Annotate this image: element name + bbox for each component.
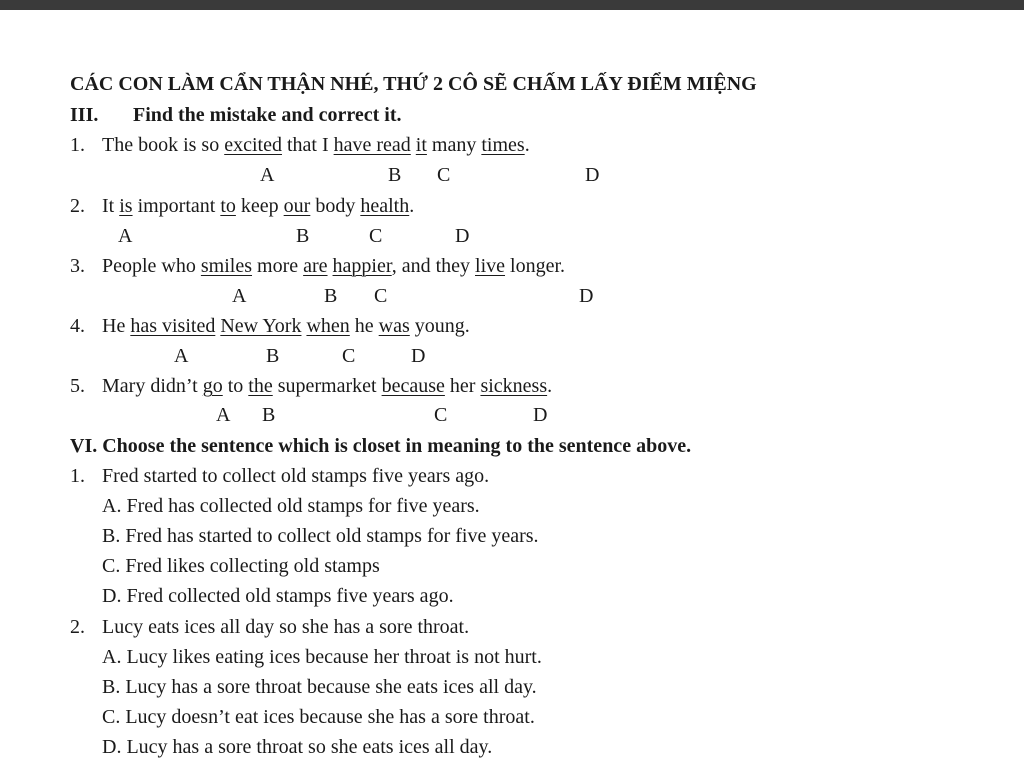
q3-4-letter-c: C [342, 345, 356, 367]
q3-2-letter-d: D [455, 225, 470, 247]
underlined-part-a: is [119, 195, 133, 217]
underlined-part-c: because [381, 375, 445, 397]
q3-1-letter-a: A [260, 164, 275, 186]
window-top-bar [0, 0, 1024, 10]
q6-2-stem: Lucy eats ices all day so she has a sore throat. [102, 616, 470, 638]
q3-4-letter-b: B [266, 345, 280, 367]
section-3-title: Find the mistake and correct it. [133, 104, 402, 126]
q6-2-number: 2. [70, 616, 85, 638]
q3-5-letter-a: A [216, 404, 231, 426]
underlined-part-c: our [283, 195, 311, 217]
text-part: body [310, 195, 361, 217]
q3-2-letter-c: C [369, 225, 383, 247]
text-part: he [349, 315, 379, 337]
q3-1-letter-b: B [388, 164, 402, 186]
section-6-title: VI. Choose the sentence which is closet in meaning to the sentence above. [70, 435, 692, 457]
underlined-part-b: have read [333, 134, 411, 156]
underlined-part-a: smiles [200, 255, 253, 277]
underlined-part-a: excited [224, 134, 282, 156]
text-part: that I [281, 134, 334, 156]
q3-1-letter-d: D [585, 164, 600, 186]
q6-1-option-a: A. Fred has collected old stamps for five years. [102, 495, 480, 517]
section-3-number: III. [70, 104, 99, 126]
text-part: longer. [505, 255, 566, 277]
text-part: . [547, 375, 553, 397]
text-part: many [426, 134, 482, 156]
q6-1-option-c: C. Fred likes collecting old stamps [102, 555, 380, 577]
q3-2-letter-a: A [118, 225, 133, 247]
underlined-part-c: happier [332, 255, 392, 277]
text-part: keep [235, 195, 284, 217]
underlined-part-a: has visited [130, 315, 216, 337]
q3-3-letter-d: D [579, 285, 594, 307]
q3-3-letter-a: A [232, 285, 247, 307]
text-part: People who [102, 255, 201, 277]
text-part: more [252, 255, 304, 277]
q6-2-option-b: B. Lucy has a sore throat because she eats ices all day. [102, 676, 537, 698]
underlined-part-d: live [475, 255, 506, 277]
q6-2-option-c: C. Lucy doesn’t eat ices because she has a sore throat. [102, 706, 535, 728]
q3-4-letter-a: A [174, 345, 189, 367]
text-part: her [444, 375, 481, 397]
text-part: supermarket [272, 375, 382, 397]
q3-4-letter-d: D [411, 345, 426, 367]
text-part: Mary didn’t [102, 375, 203, 397]
underlined-part-b: are [303, 255, 328, 277]
q3-5-letter-b: B [262, 404, 276, 426]
q6-2-option-d: D. Lucy has a sore throat so she eats ices all day. [102, 736, 493, 758]
q3-4-number: 4. [70, 315, 85, 337]
q3-5-letter-d: D [533, 404, 548, 426]
page-heading: CÁC CON LÀM CẨN THẬN NHÉ, THỨ 2 CÔ SẼ CHẤM LẤY ĐIỂM MIỆNG [70, 73, 757, 95]
underlined-part-b: to [220, 195, 236, 217]
q6-1-option-d: D. Fred collected old stamps five years ago. [102, 585, 454, 607]
q3-3-letter-b: B [324, 285, 338, 307]
q6-1-option-b: B. Fred has started to collect old stamps for five years. [102, 525, 539, 547]
text-part: He [102, 315, 131, 337]
q3-2-number: 2. [70, 195, 85, 217]
q6-2-option-a: A. Lucy likes eating ices because her throat is not hurt. [102, 646, 542, 668]
q3-5-sentence [102, 374, 552, 398]
q3-5-letter-c: C [434, 404, 448, 426]
underlined-part-d: health [360, 195, 410, 217]
text-part: It [102, 195, 120, 217]
q3-3-number: 3. [70, 255, 85, 277]
underlined-part-a: go [202, 375, 223, 397]
underlined-part-d: times [481, 134, 525, 156]
underlined-part-b: the [248, 375, 273, 397]
underlined-part-d: was [378, 315, 410, 337]
q3-2-letter-b: B [296, 225, 310, 247]
text-part: to [222, 375, 249, 397]
text-part: . [409, 195, 415, 217]
q3-2-sentence [102, 194, 414, 218]
q6-1-stem: Fred started to collect old stamps five years ago. [102, 465, 490, 487]
q6-1-number: 1. [70, 465, 85, 487]
q3-3-letter-c: C [374, 285, 388, 307]
text-part: The book is so [102, 134, 225, 156]
q3-5-number: 5. [70, 375, 85, 397]
underlined-part-d: sickness [480, 375, 548, 397]
text-part: , and they [391, 255, 476, 277]
q3-3-sentence [102, 254, 565, 278]
q3-1-sentence [102, 133, 530, 157]
q3-4-sentence [102, 314, 470, 338]
underlined-part-b: New York [220, 315, 302, 337]
text-part: young. [409, 315, 470, 337]
q3-1-letter-c: C [437, 164, 451, 186]
text-part: . [524, 134, 530, 156]
underlined-part-c: it [415, 134, 427, 156]
q3-1-number: 1. [70, 134, 85, 156]
underlined-part-c: when [306, 315, 350, 337]
text-part: important [132, 195, 221, 217]
